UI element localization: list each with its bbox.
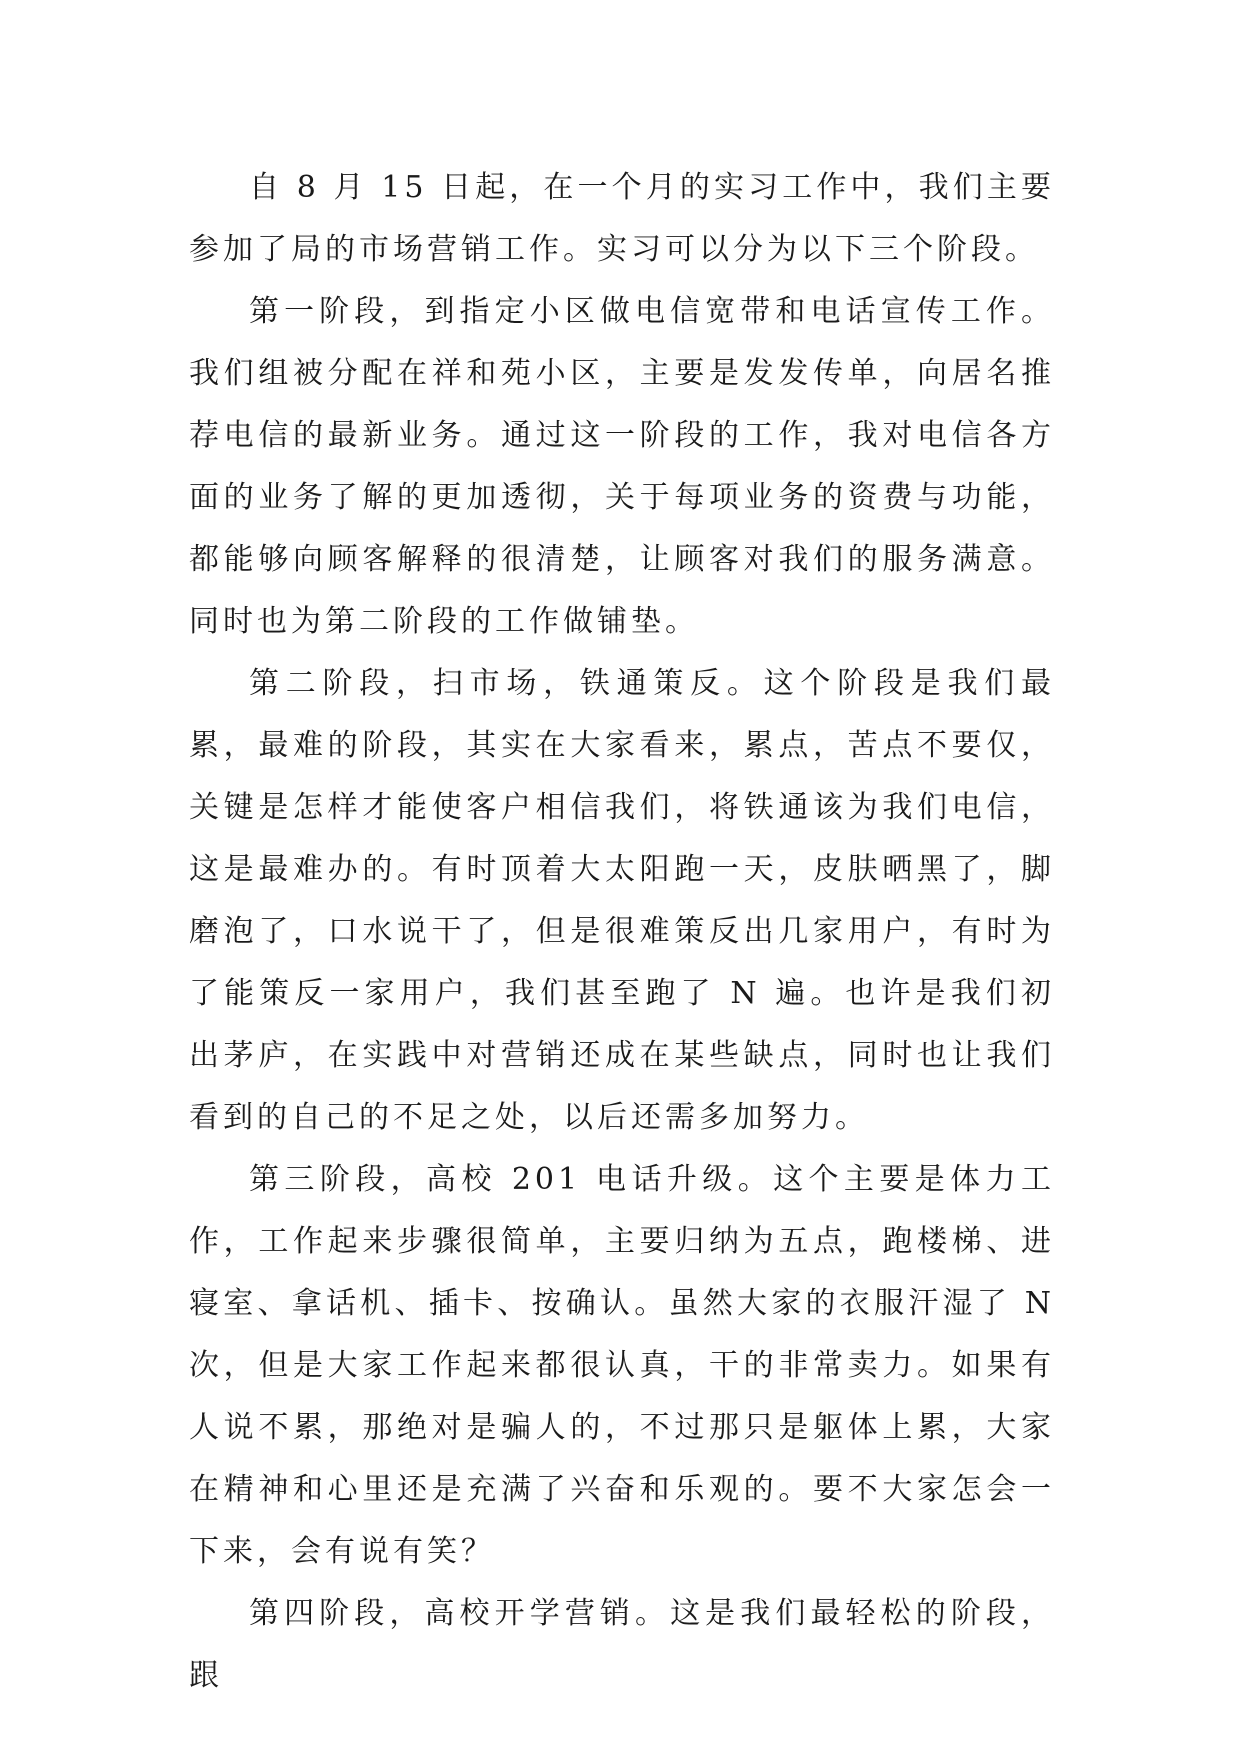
paragraph-2: 第一阶段，到指定小区做电信宽带和电话宣传工作。我们组被分配在祥和苑小区，主要是发发传单，向居名推荐电信的最新业务。通过这一阶段的工作，我对电信各方面的业务了解的更加透彻，关于每项业务的资费与功能，都能够向顾客解释的很清楚，让顾客对我们的服务满意。同时也为第二阶段的工作做铺垫。 (189, 294, 1055, 639)
paragraph-1: 自 8 月 15 日起，在一个月的实习工作中，我们主要参加了局的市场营销工作。实习可以分为以下三个阶段。 (189, 170, 1055, 267)
paragraph-4: 第三阶段，高校 201 电话升级。这个主要是体力工作，工作起来步骤很简单，主要归纳为五点，跑楼梯、进寝室、拿话机、插卡、按确认。虽然大家的衣服汗湿了 N 次，但是大家工作起来都很认真，干的非常卖力。如果有人说不累，那绝对是骗人的，不过那只是躯体上累，大家在精神和心里还是充满了兴奋和乐观的。要不大家怎会一下来，会有说有笑？ (189, 1162, 1055, 1569)
body-text (189, 157, 1055, 1707)
paragraph-3: 第二阶段，扫市场，铁通策反。这个阶段是我们最累，最难的阶段，其实在大家看来，累点，苦点不要仅，关键是怎样才能使客户相信我们，将铁通该为我们电信，这是最难办的。有时顶着大太阳跑一天，皮肤晒黑了，脚磨泡了，口水说干了，但是很难策反出几家用户，有时为了能策反一家用户，我们甚至跑了 N 遍。也许是我们初出茅庐，在实践中对营销还成在某些缺点，同时也让我们看到的自己的不足之处，以后还需多加努力。 (189, 666, 1055, 1135)
paragraph-5: 第四阶段，高校开学营销。这是我们最轻松的阶段，跟 (189, 1596, 1055, 1693)
